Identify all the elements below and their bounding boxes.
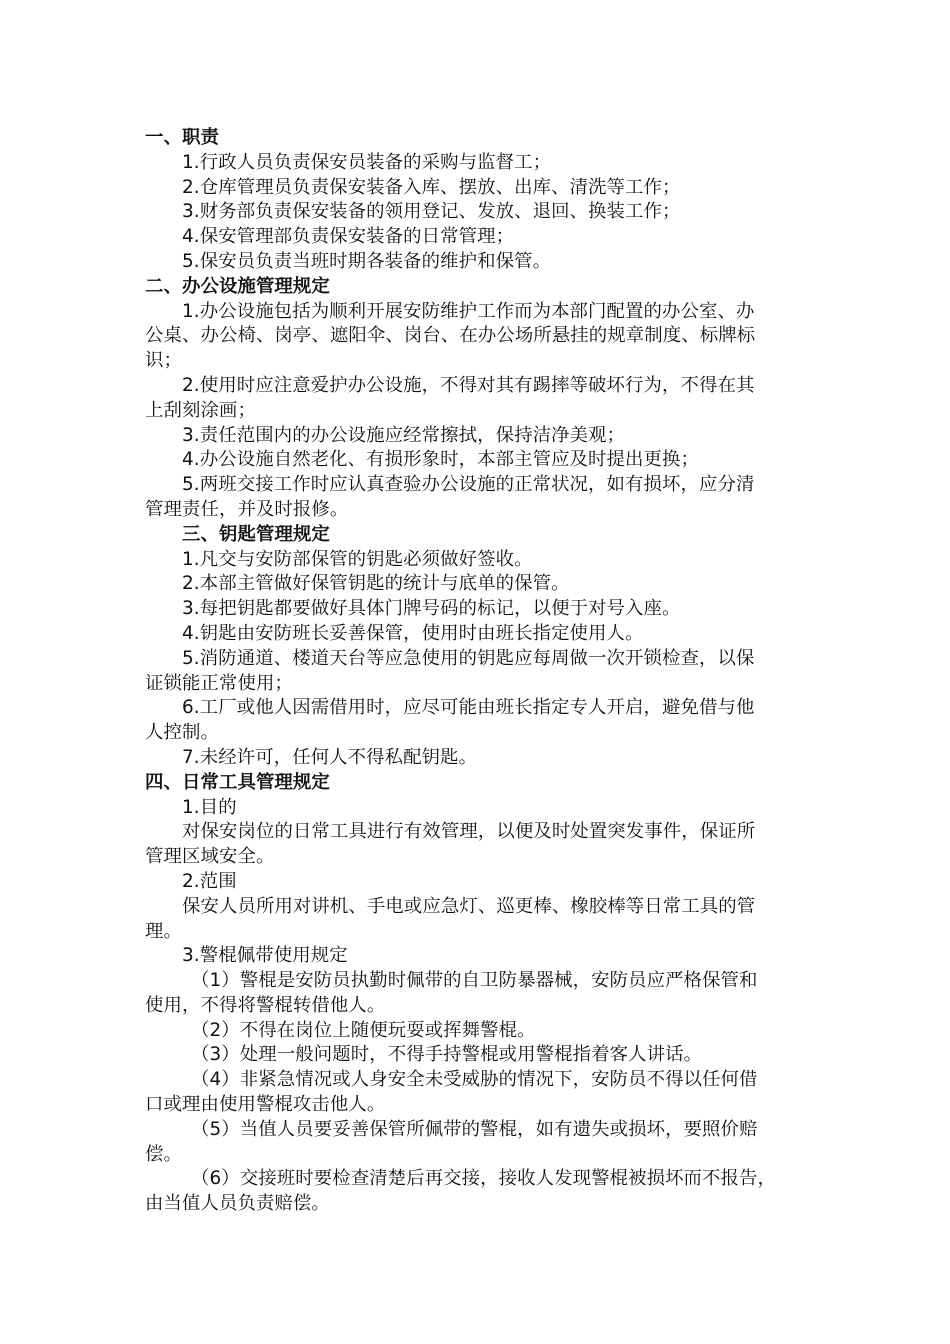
paragraph-line: 2.仓库管理员负责保安装备入库、摆放、出库、清洗等工作； (182, 176, 681, 198)
paragraph-line: （6）交接班时要检查清楚后再交接，接收人发现警棍被损坏而不报告， (191, 1168, 777, 1190)
paragraph-line: 3.每把钥匙都要做好具体门牌号码的标记，以便于对号入座。 (182, 598, 681, 620)
paragraph-line: 使用，不得将警棍转借他人。 (145, 994, 386, 1016)
paragraph-line: 管理责任，并及时报修。 (145, 498, 349, 520)
paragraph-line: 4.办公设施自然老化、有损形象时，本部主管应及时提出更换； (182, 449, 699, 471)
paragraph-line: 3.警棍佩带使用规定 (182, 945, 348, 967)
paragraph-line: 1.目的 (182, 796, 237, 818)
paragraph-line: 理。 (145, 920, 182, 942)
paragraph-line: （4）非紧急情况或人身安全未受威胁的情况下，安防员不得以任何借 (191, 1069, 758, 1091)
paragraph-line: （3）处理一般问题时，不得手持警棍或用警棍指着客人讲话。 (191, 1044, 703, 1066)
paragraph-line: 证锁能正常使用； (145, 672, 293, 694)
paragraph-line: 6.工厂或他人因需借用时，应尽可能由班长指定专人开启，避免借与他 (182, 697, 755, 719)
section-heading-key-management: 三、钥匙管理规定 (182, 523, 330, 545)
paragraph-line: 5.保安员负责当班时期各装备的维护和保管。 (182, 250, 552, 272)
paragraph-line: 7.未经许可，任何人不得私配钥匙。 (182, 746, 478, 768)
paragraph-line: 1.行政人员负责保安员装备的采购与监督工； (182, 151, 552, 173)
paragraph-line: 5.消防通道、楼道天台等应急使用的钥匙应每周做一次开锁检查，以保 (182, 647, 755, 669)
document-body (145, 126, 811, 1217)
paragraph-line: 口或理由使用警棍攻击他人。 (145, 1094, 386, 1116)
paragraph-line: 4.钥匙由安防班长妥善保管，使用时由班长指定使用人。 (182, 622, 644, 644)
paragraph-line: 对保安岗位的日常工具进行有效管理，以便及时处置突发事件，保证所 (182, 821, 756, 843)
paragraph-line: 1.凡交与安防部保管的钥匙必须做好签收。 (182, 548, 533, 570)
paragraph-line: 上刮刻涂画； (145, 399, 256, 421)
section-heading-duties: 一、职责 (145, 127, 219, 148)
paragraph-line: 公桌、办公椅、岗亭、遮阳伞、岗台、在办公场所悬挂的规章制度、标牌标 (145, 325, 756, 347)
paragraph-line: 3.财务部负责保安装备的领用登记、发放、退回、换装工作； (182, 201, 681, 223)
paragraph-line: 人控制。 (145, 722, 219, 744)
paragraph-line: （1）警棍是安防员执勤时佩带的自卫防暴器械，安防员应严格保管和 (191, 970, 758, 992)
section-heading-daily-tools: 四、日常工具管理规定 (145, 771, 330, 793)
paragraph-line: 4.保安管理部负责保安装备的日常管理； (182, 226, 515, 248)
paragraph-line: 识； (145, 350, 182, 372)
paragraph-line: 5.两班交接工作时应认真查验办公设施的正常状况，如有损坏，应分清 (182, 474, 755, 496)
paragraph-line: 保安人员所用对讲机、手电或应急灯、巡更棒、橡胶棒等日常工具的管 (182, 895, 756, 917)
paragraph-line: 1.办公设施包括为顺利开展安防维护工作而为本部门配置的办公室、办 (182, 300, 755, 322)
paragraph-line: 2.范围 (182, 870, 237, 892)
section-heading-office-facilities: 二、办公设施管理规定 (145, 275, 330, 297)
paragraph-line: 由当值人员负责赔偿。 (145, 1193, 330, 1215)
paragraph-line: 偿。 (145, 1143, 182, 1165)
paragraph-line: 2.本部主管做好保管钥匙的统计与底单的保管。 (182, 573, 570, 595)
paragraph-line: 3.责任范围内的办公设施应经常擦拭，保持洁净美观； (182, 424, 626, 446)
paragraph-line: （2）不得在岗位上随便玩耍或挥舞警棍。 (191, 1019, 536, 1041)
paragraph-line: （5）当值人员要妥善保管所佩带的警棍，如有遗失或损坏，要照价赔 (191, 1118, 758, 1140)
paragraph-line: 2.使用时应注意爱护办公设施，不得对其有踢摔等破坏行为，不得在其 (182, 374, 755, 396)
paragraph-line: 管理区域安全。 (145, 846, 275, 868)
